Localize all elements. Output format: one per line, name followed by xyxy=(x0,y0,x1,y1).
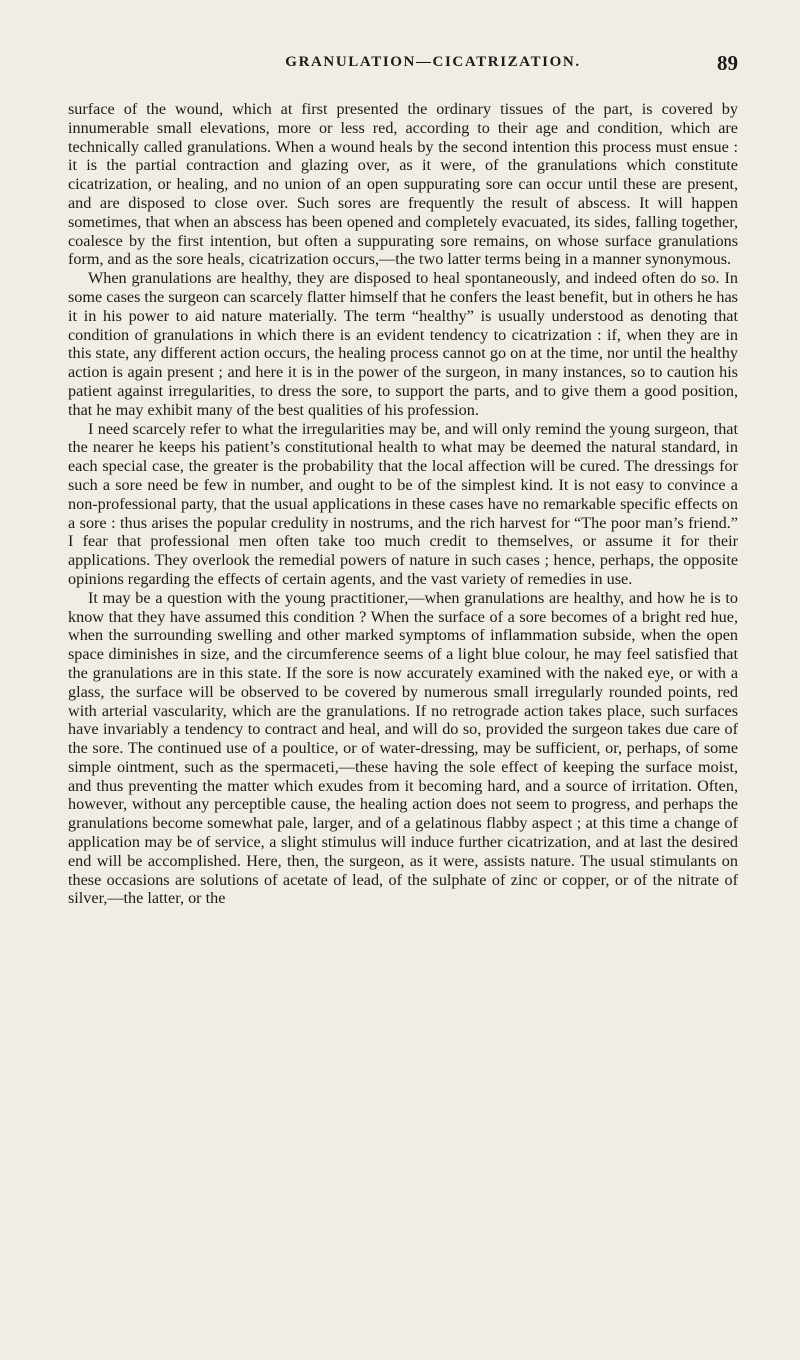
running-head xyxy=(68,51,738,80)
body-text xyxy=(68,100,738,908)
page-number: 89 xyxy=(717,51,738,75)
paragraph-continued: surface of the wound, which at first presented the ordinary tissues of the part, is covered by innumerable small elevations, more or less red, according to their age and condition, which are technically called granulations. When a wound heals by the second intention this process must ensue : it is the partial contraction and glazing over, as it were, of the granulations which constitute cicatrization, or healing, and no union of an open suppurating sore can occur until these are present, and are disposed to close over. Such sores are frequently the result of abscess. It will happen sometimes, that when an abscess has been opened and completely evacuated, its sides, falling together, coalesce by the first intention, but often a suppurating sore remains, on whose surface granulations form, and as the sore heals, cicatrization occurs,—the two latter terms being in a manner synonymous. xyxy=(68,100,738,269)
paragraph-young-practitioner: It may be a question with the young practitioner,—when granulations are healthy, and how he is to know that they have assumed this condition ? When the surface of a sore becomes of a bright red hue, when the surrounding swelling and other marked symptoms of inflammation subside, when the open space diminishes in size, and the circumference seems of a light blue colour, he may feel satisfied that the granulations are in this state. If the sore is now accurately examined with the naked eye, or with a glass, the surface will be observed to be covered by numerous small irregularly rounded points, red with arterial vascularity, which are the granulations. If no retrograde action takes place, such surfaces have invariably a tendency to contract and heal, and will do so, provided the surgeon takes due care of the sore. The continued use of a poultice, or of water-dressing, may be sufficient, or, perhaps, of some simple ointment, such as the spermaceti,—these having the sole effect of keeping the surface moist, and thus preventing the matter which exudes from it becoming hard, and a source of irritation. Often, however, without any perceptible cause, the healing action does not seem to progress, and perhaps the granulations become somewhat pale, larger, and of a gelatinous flabby aspect ; at this time a change of application may be of service, a slight stimulus will induce further cicatrization, and at last the desired end will be accomplished. Here, then, the surgeon, as it were, assists nature. The usual stimulants on these occasions are solutions of acetate of lead, of the sulphate of zinc or copper, or of the nitrate of silver,—the latter, or the xyxy=(68,588,738,908)
paragraph-healthy-granulations: When granulations are healthy, they are disposed to heal spontaneously, and indeed often do so. In some cases the surgeon can scarcely flatter himself that he confers the least benefit, but in others he has it in his power to aid nature materially. The term “healthy” is usually understood as denoting that condition of granulations in which there is an evident tendency to cicatrization : if, when they are in this state, any different action occurs, the healing process cannot go on at the time, nor until the healthy action is again present ; and here it is in the power of the surgeon, in many instances, so to caution his patient against irregularities, to dress the sore, to support the parts, and to give them a good position, that he may exhibit many of the best qualities of his profession. xyxy=(68,269,738,419)
paragraph-irregularities: I need scarcely refer to what the irregularities may be, and will only remind the young surgeon, that the nearer he keeps his patient’s constitutional health to what may be deemed the natural standard, in each special case, the greater is the probability that the local affection will be cured. The dressings for such a sore need be few in number, and ought to be of the simplest kind. It is not easy to convince a non-professional party, that the usual applications in these cases have no remarkable specific effects on a sore : thus arises the popular credulity in nostrums, and the rich harvest for “The poor man’s friend.” I fear that professional men often take too much credit to themselves, or assume it for their applications. They overlook the remedial powers of nature in such cases ; hence, perhaps, the opposite opinions regarding the effects of certain agents, and the vast variety of remedies in use. xyxy=(68,419,738,588)
running-title: GRANULATION—CICATRIZATION. xyxy=(285,54,581,70)
